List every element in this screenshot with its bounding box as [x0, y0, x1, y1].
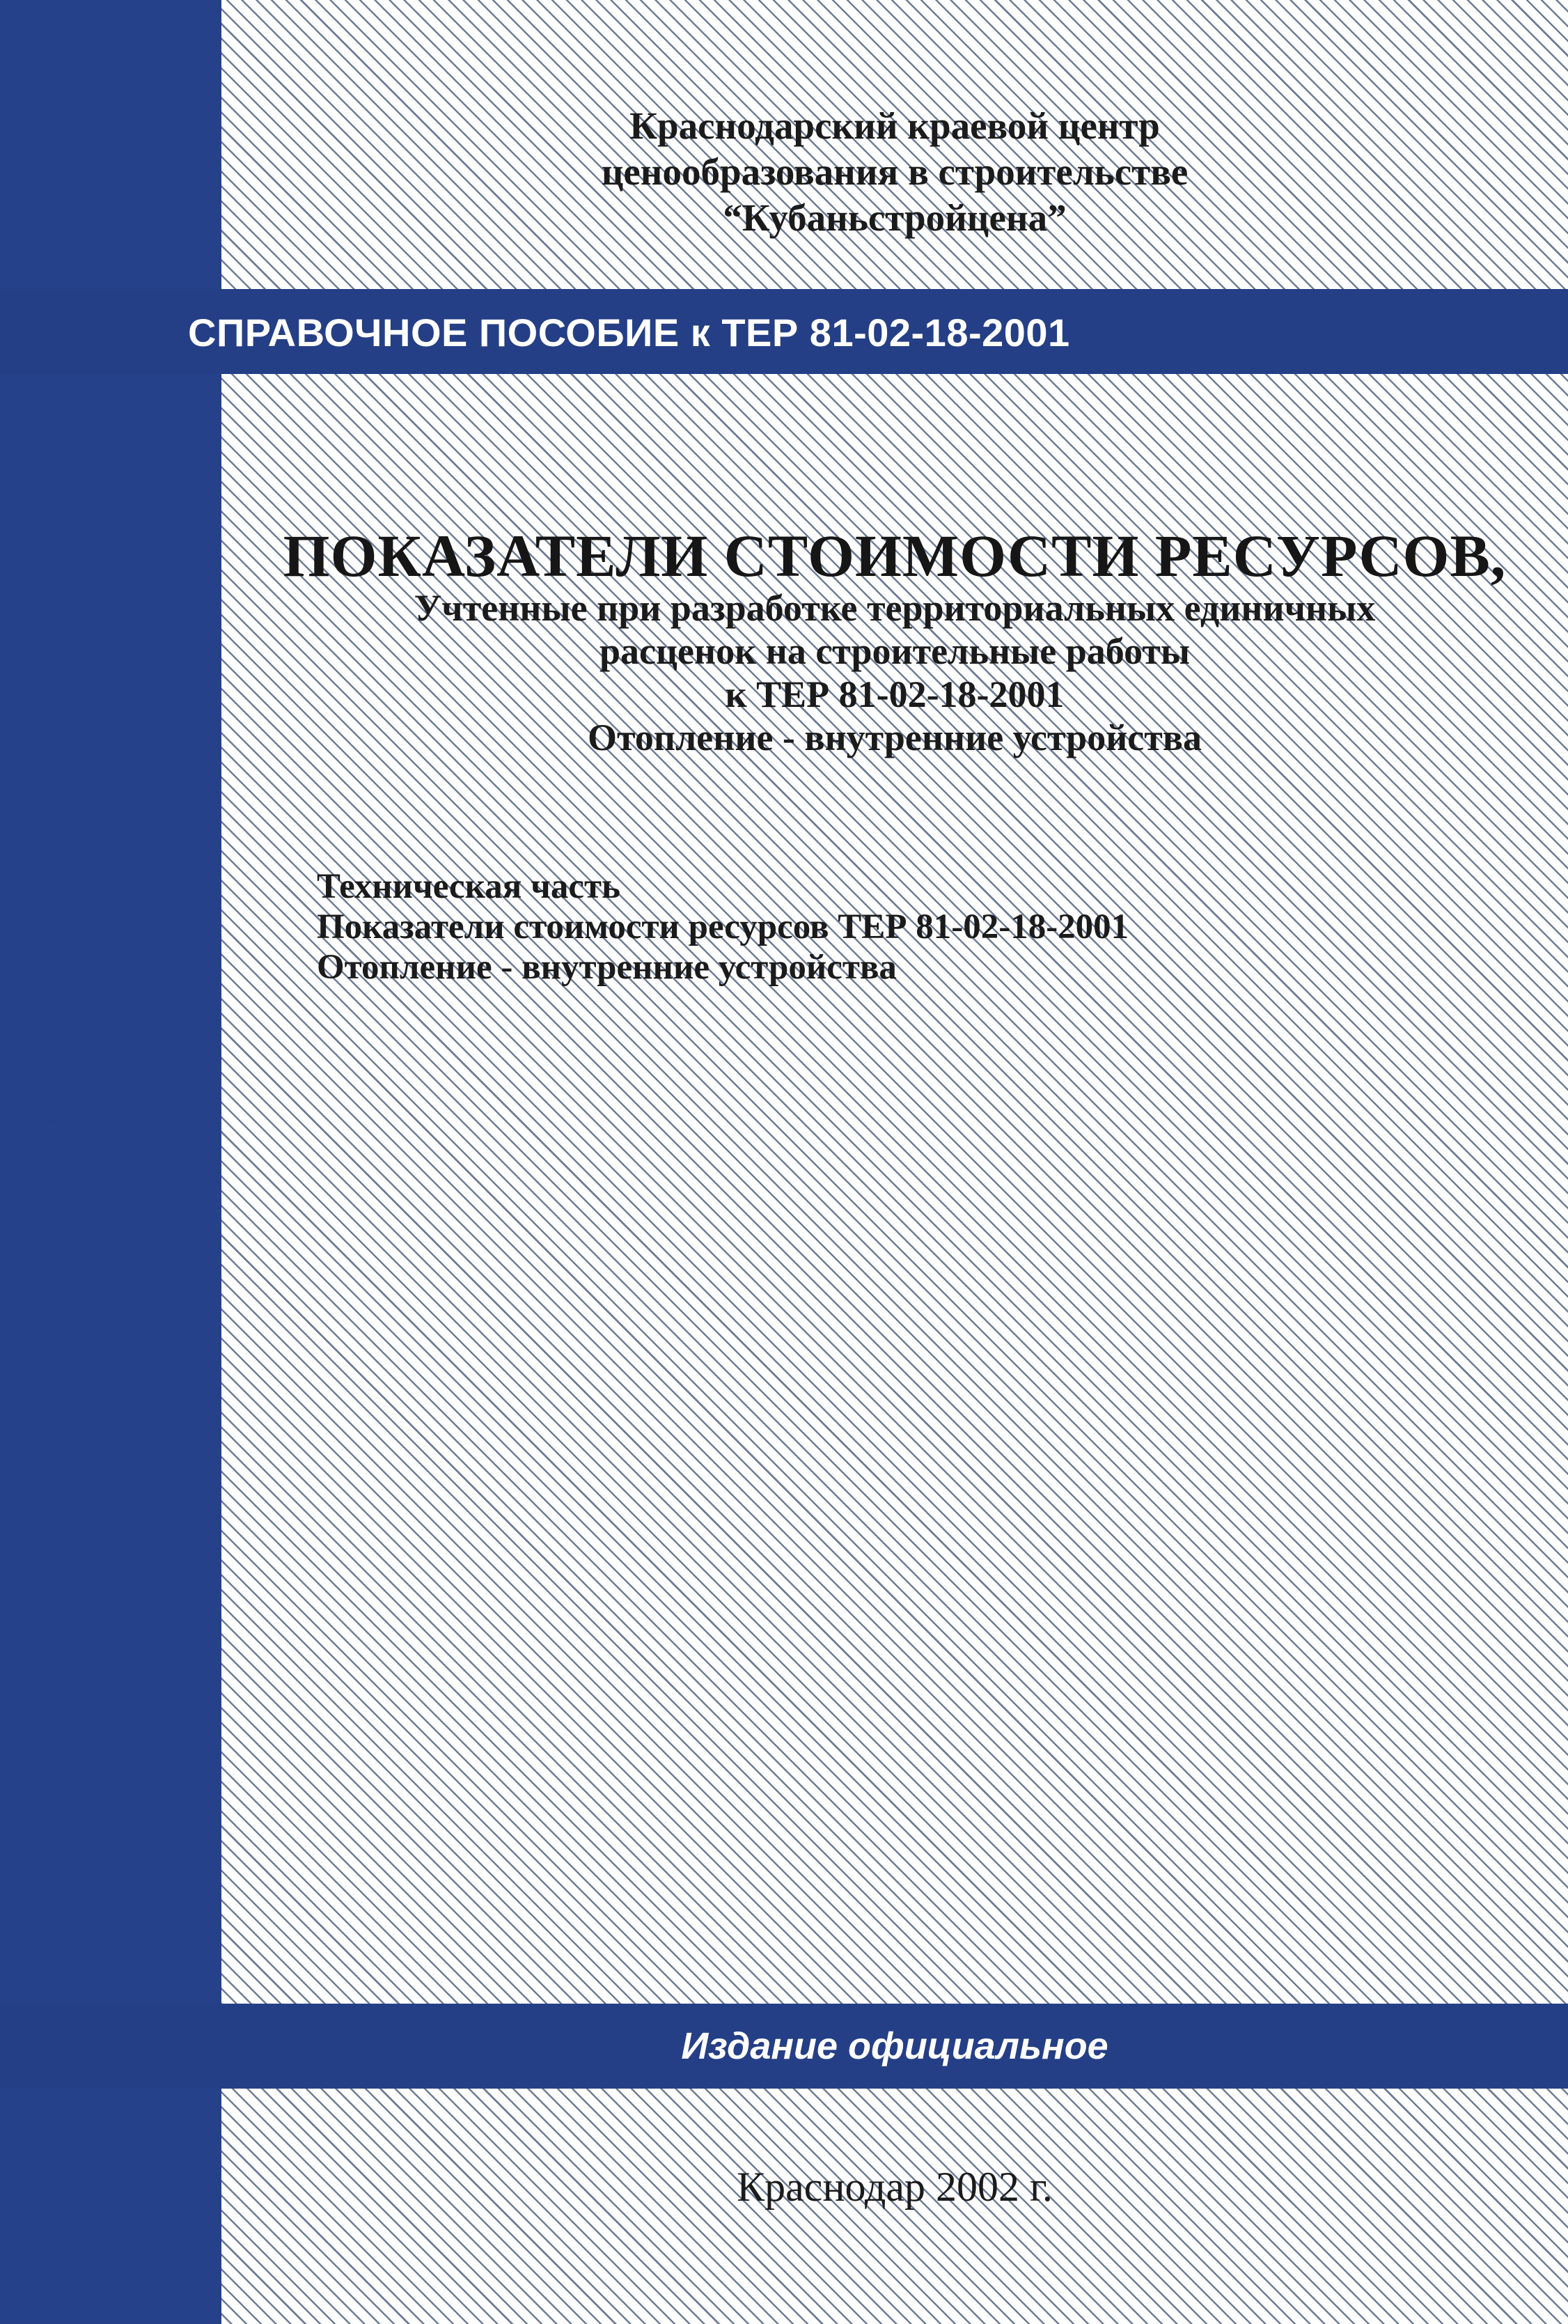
contents-line-1: Техническая часть	[317, 867, 620, 906]
subtitle-line-3: к ТЕР 81-02-18-2001	[725, 673, 1065, 715]
top-band-text: СПРАВОЧНОЕ ПОСОБИЕ к ТЕР 81-02-18-2001	[188, 311, 1070, 354]
organization-line-1: Краснодарский краевой центр	[629, 104, 1160, 147]
subtitle-line-1: Учтенные при разработке территориальных единичных	[414, 587, 1376, 629]
contents-line-3: Отопление - внутренние устройства	[317, 948, 897, 987]
organization-line-3: “Кубаньстройцена”	[723, 196, 1067, 239]
subtitle-line-4: Отопление - внутренние устройства	[588, 717, 1202, 758]
bottom-band	[0, 2004, 1568, 2089]
city-year: Краснодар 2002 г.	[737, 2164, 1053, 2210]
bottom-band-text: Издание официальное	[681, 2025, 1108, 2067]
organization-line-2: ценообразования в строительстве	[601, 150, 1189, 193]
scan-speck	[52, 1120, 55, 1123]
contents-block	[317, 866, 1129, 988]
subtitle-line-2: расценок на строительные работы	[599, 630, 1191, 672]
contents-line-2: Показатели стоимости ресурсов ТЕР 81-02-18-2001	[317, 907, 1129, 946]
organization-block	[221, 103, 1568, 241]
main-title: ПОКАЗАТЕЛИ СТОИМОСТИ РЕСУРСОВ,	[283, 522, 1507, 589]
subtitle-block	[221, 586, 1568, 759]
top-band	[0, 289, 1568, 374]
